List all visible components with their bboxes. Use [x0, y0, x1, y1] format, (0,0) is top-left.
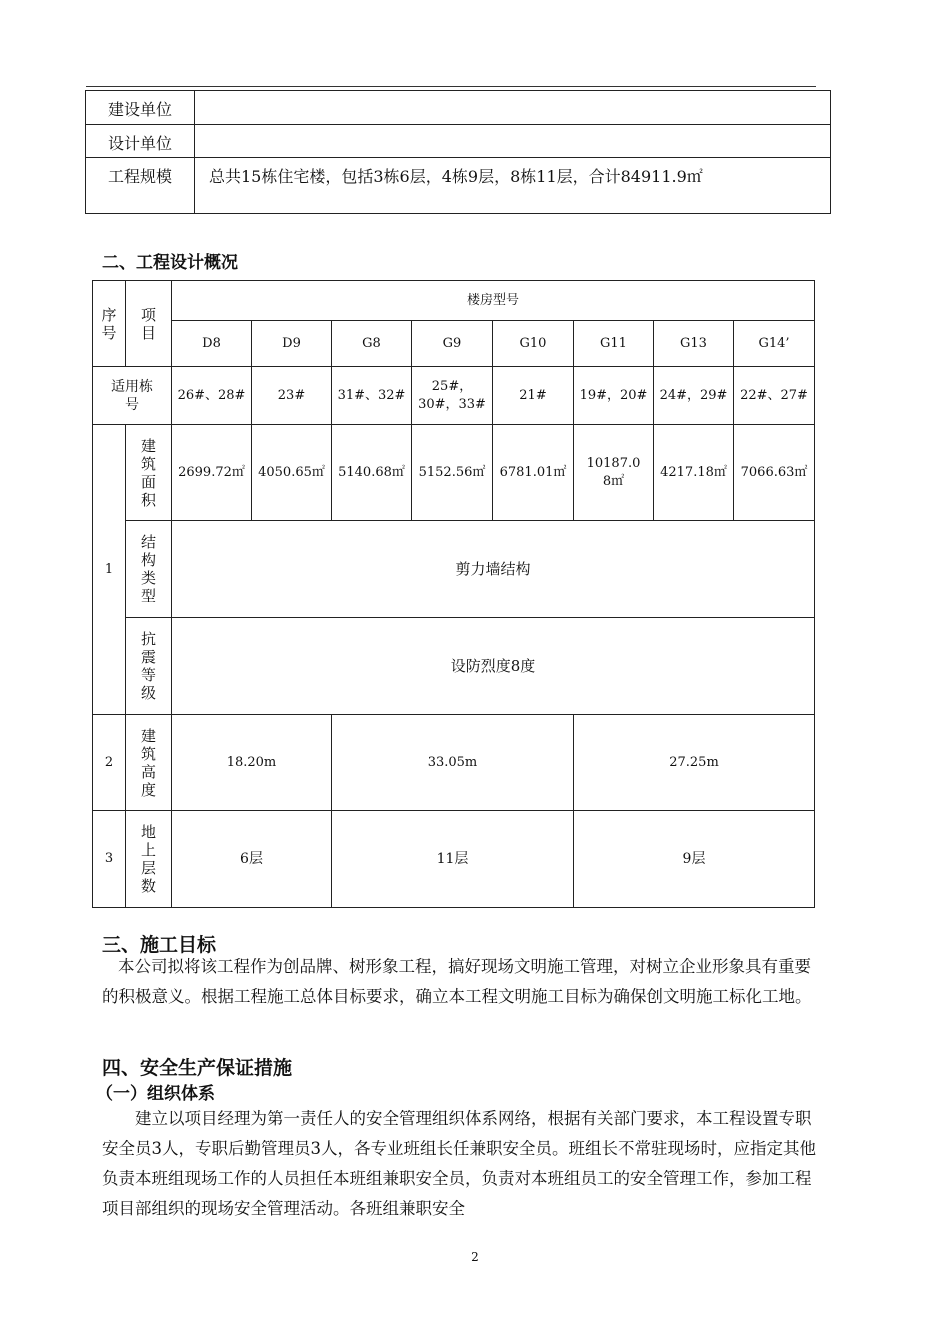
table-row — [86, 158, 831, 214]
floors-cell: 6层 — [172, 811, 332, 908]
structure-value: 剪力墙结构 — [172, 521, 815, 618]
seq-header: 序号 — [93, 281, 126, 367]
area-cell: 4217.18㎡ — [654, 425, 734, 521]
type-cell: G8 — [332, 321, 412, 367]
unit-cell: 26#、28# — [172, 367, 252, 425]
type-cell: G14’ — [734, 321, 815, 367]
floors-cell: 11层 — [332, 811, 574, 908]
table-row — [93, 367, 815, 425]
table-row — [93, 425, 815, 521]
organization-paragraph: 建立以项目经理为第一责任人的安全管理组织体系网络，根据有关部门要求，本工程设置专职安全员3人，专职后勤管理员3人，各专业班组长任兼职安全员。班组长不常驻现场时，应指定其他负责本班组现场工作的人员担任本班组兼职安全员，负责对本班组员工的安全管理工作，参加工程项目部组织的现场安全管理活动。各班组兼职安全 — [102, 1109, 816, 1218]
seq-cell: 1 — [93, 425, 126, 715]
info-label: 设计单位 — [86, 125, 195, 158]
type-cell: G13 — [654, 321, 734, 367]
unit-cell: 25#，30#，33# — [412, 367, 493, 425]
area-cell: 5140.68㎡ — [332, 425, 412, 521]
type-cell: G11 — [574, 321, 654, 367]
section-title: 四、安全生产保证措施 — [102, 1057, 293, 1079]
seismic-value: 设防烈度8度 — [172, 618, 815, 715]
page-number: 2 — [471, 1250, 479, 1264]
building-type-header: 楼房型号 — [172, 281, 815, 321]
units-label: 适用栋号 — [93, 367, 172, 425]
area-cell: 5152.56㎡ — [412, 425, 493, 521]
height-label: 建筑高度 — [126, 715, 172, 811]
table-row — [93, 281, 815, 321]
height-cell: 27.25m — [574, 715, 815, 811]
unit-cell: 19#，20# — [574, 367, 654, 425]
table-row — [93, 321, 815, 367]
type-cell: D8 — [172, 321, 252, 367]
height-cell: 33.05m — [332, 715, 574, 811]
table-row — [93, 521, 815, 618]
item-header: 项目 — [126, 281, 172, 367]
unit-cell: 24#，29# — [654, 367, 734, 425]
area-cell: 2699.72㎡ — [172, 425, 252, 521]
area-cell: 7066.63㎡ — [734, 425, 815, 521]
table-row — [86, 125, 831, 158]
table-row — [86, 91, 831, 125]
area-cell: 10187.08㎡ — [574, 425, 654, 521]
subsection-title: （一）组织体系 — [96, 1084, 215, 1104]
table-row — [93, 715, 815, 811]
info-value — [195, 125, 831, 158]
unit-cell: 21# — [493, 367, 574, 425]
goal-paragraph: 本公司拟将该工程作为创品牌、树形象工程，搞好现场文明施工管理，对树立企业形象具有重要的积极意义。根据工程施工总体目标要求，确立本工程文明施工目标为确保创文明施工标化工地。 — [102, 957, 812, 1006]
header-rule — [86, 86, 816, 87]
seq-cell: 2 — [93, 715, 126, 811]
unit-cell: 22#、27# — [734, 367, 815, 425]
type-cell: G10 — [493, 321, 574, 367]
info-value: 总共15栋住宅楼，包括3栋6层，4栋9层，8栋11层，合计84911.9㎡ — [195, 158, 831, 214]
info-value — [195, 91, 831, 125]
info-label: 建设单位 — [86, 91, 195, 125]
floors-label: 地上层数 — [126, 811, 172, 908]
seismic-label: 抗震等级 — [126, 618, 172, 715]
section-title: 三、施工目标 — [102, 934, 217, 956]
table-row — [93, 811, 815, 908]
section-title: 二、工程设计概况 — [102, 253, 238, 273]
unit-cell: 23# — [252, 367, 332, 425]
structure-label: 结构类型 — [126, 521, 172, 618]
unit-cell: 31#、32# — [332, 367, 412, 425]
height-cell: 18.20m — [172, 715, 332, 811]
info-label: 工程规模 — [86, 158, 195, 214]
area-cell: 6781.01㎡ — [493, 425, 574, 521]
project-info-table — [85, 90, 831, 214]
area-cell: 4050.65㎡ — [252, 425, 332, 521]
type-cell: D9 — [252, 321, 332, 367]
area-label: 建筑面积 — [126, 425, 172, 521]
seq-cell: 3 — [93, 811, 126, 908]
design-overview-table — [92, 280, 815, 908]
floors-cell: 9层 — [574, 811, 815, 908]
type-cell: G9 — [412, 321, 493, 367]
table-row — [93, 618, 815, 715]
